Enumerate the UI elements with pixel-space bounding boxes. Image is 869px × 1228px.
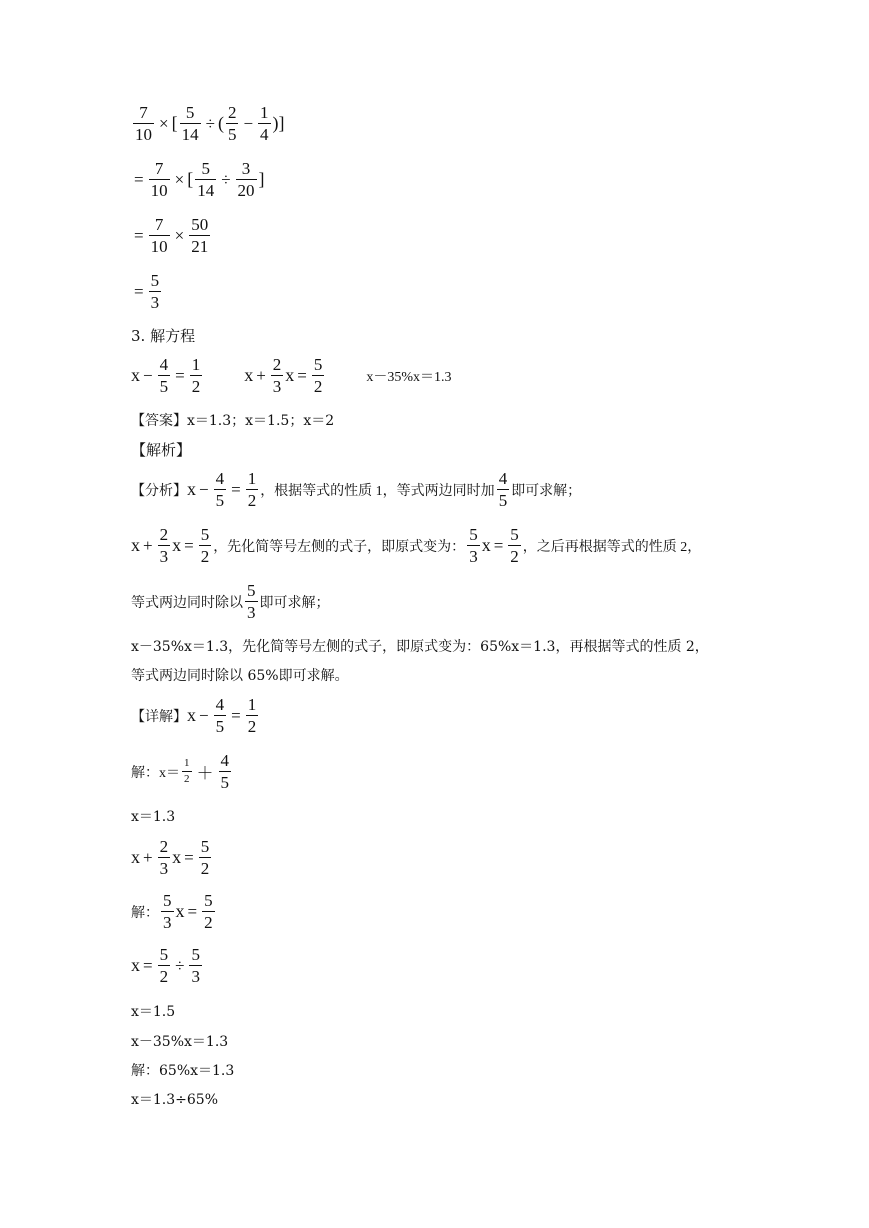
fraction	[214, 696, 227, 735]
fenxi-line-5: 等式两边同时除以 65%即可求解。	[131, 668, 349, 684]
fraction	[149, 160, 170, 199]
numerator: 2	[159, 525, 169, 544]
denominator: 20	[237, 181, 255, 200]
detail-result-1: x＝1.3	[131, 809, 176, 825]
analysis-text: 即可求解；	[511, 483, 582, 499]
fenxi-line-3	[131, 582, 330, 621]
numerator: 5	[469, 525, 478, 544]
fraction	[149, 272, 162, 311]
fraction	[219, 752, 232, 791]
detail-line-2	[131, 752, 233, 791]
variable: x	[175, 901, 185, 921]
denominator: 3	[159, 547, 169, 566]
denominator: 2	[510, 547, 519, 566]
analysis-text: 即可求解；	[259, 595, 330, 611]
variable: x	[481, 535, 491, 555]
answer-label: 【答案】	[131, 413, 187, 429]
section-heading: 3. 解方程	[131, 327, 196, 345]
numerator: 5	[150, 271, 160, 290]
variable: x	[187, 479, 196, 499]
denominator: 14	[197, 181, 215, 200]
fraction	[158, 526, 171, 565]
fraction	[189, 216, 210, 255]
fraction	[133, 104, 154, 143]
denominator: 3	[191, 967, 200, 986]
detail-line-1	[131, 696, 260, 735]
operator: ÷	[205, 113, 215, 133]
numerator: 1	[184, 757, 190, 769]
denominator: 2	[184, 773, 190, 785]
fraction	[190, 356, 203, 395]
detail-line-4	[131, 892, 217, 931]
variable: x	[131, 955, 140, 975]
denominator: 3	[150, 293, 160, 312]
operator: −	[199, 479, 209, 499]
detail-result-2: x＝1.5	[131, 1004, 176, 1020]
variable: x	[131, 847, 140, 867]
numerator: 5	[159, 945, 169, 964]
denominator: 5	[220, 773, 229, 792]
fraction	[497, 470, 510, 509]
fraction	[161, 892, 174, 931]
denominator: 10	[135, 125, 152, 144]
numerator: 5	[510, 525, 519, 544]
fraction	[245, 582, 258, 621]
jie-label: 解：	[131, 765, 159, 781]
denominator: 5	[215, 717, 225, 736]
analysis-text: ，之后再根据等式的性质 2，	[522, 539, 702, 555]
detail-line-3	[131, 838, 213, 877]
denominator: 3	[163, 913, 172, 932]
fraction	[189, 946, 202, 985]
fraction	[214, 470, 227, 509]
fraction	[158, 356, 171, 395]
operator: =	[231, 705, 241, 725]
numerator: 7	[154, 159, 164, 178]
denominator: 4	[260, 125, 269, 144]
denominator: 2	[200, 547, 210, 566]
operator: ÷	[175, 955, 185, 975]
operator: =	[187, 901, 198, 921]
equation-3: x－35%x＝1.3	[366, 369, 452, 385]
operator: =	[175, 365, 185, 385]
variable: x	[131, 365, 140, 385]
numerator: 50	[191, 215, 209, 234]
numerator: 5	[163, 891, 172, 910]
denominator: 5	[498, 491, 508, 510]
fraction	[246, 696, 259, 735]
operator: ×	[174, 169, 185, 189]
numerator: 3	[241, 159, 251, 178]
analysis-text: 等式两边同时除以	[131, 595, 243, 611]
denominator: 2	[159, 967, 169, 986]
denominator: 3	[469, 547, 478, 566]
fraction	[236, 160, 257, 199]
fenxi-line-2	[131, 526, 701, 565]
paren: (	[217, 113, 224, 133]
fraction	[508, 526, 521, 565]
operator: =	[134, 281, 144, 301]
denominator: 2	[247, 717, 257, 736]
detail-label: 【详解】	[131, 709, 187, 725]
bracket: ]	[258, 169, 265, 189]
fenxi-line-1	[131, 470, 581, 509]
analysis-text: ，根据等式的性质 1，等式两边同时加	[260, 483, 495, 499]
numerator: 2	[227, 103, 237, 122]
numerator: 2	[159, 837, 169, 856]
bracket: )]	[272, 113, 285, 133]
variable: x	[172, 847, 182, 867]
operator: =	[134, 225, 144, 245]
operator: =	[143, 955, 153, 975]
detail-line-5	[131, 946, 204, 985]
denominator: 3	[272, 377, 282, 396]
operator: =	[184, 535, 194, 555]
operator: ÷	[221, 169, 231, 189]
operator: −	[243, 113, 254, 133]
denominator: 21	[191, 237, 209, 256]
calc-line-4	[131, 272, 163, 311]
bracket: [	[171, 113, 178, 133]
operator: −	[143, 365, 153, 385]
operator: +	[143, 847, 153, 867]
fraction	[182, 758, 192, 785]
fraction	[158, 838, 171, 877]
numerator: 5	[191, 945, 200, 964]
answer-text: x＝1.3；x＝1.5；x＝2	[187, 413, 335, 429]
operator: =	[134, 169, 144, 189]
variable: x	[131, 535, 140, 555]
operator: =	[493, 535, 504, 555]
fraction	[199, 526, 212, 565]
numerator: 5	[200, 837, 210, 856]
variable: x	[187, 705, 196, 725]
denominator: 2	[204, 913, 213, 932]
numerator: 4	[215, 695, 225, 714]
fenxi-label: 【分析】	[131, 483, 187, 499]
fraction	[158, 946, 171, 985]
operator: −	[199, 705, 209, 725]
denominator: 5	[159, 377, 169, 396]
fraction	[149, 216, 170, 255]
fraction	[312, 356, 325, 395]
denominator: 3	[247, 603, 256, 622]
analysis-text: ，先化简等号左侧的式子，即原式变为：	[213, 539, 466, 555]
fraction	[258, 104, 271, 143]
operator: ×	[159, 113, 169, 133]
operator: =	[231, 479, 241, 499]
numerator: 1	[191, 355, 201, 374]
fraction	[271, 356, 284, 395]
numerator: 1	[260, 103, 269, 122]
numerator: 5	[185, 103, 195, 122]
bracket: [	[187, 169, 194, 189]
calc-line-2	[131, 160, 265, 199]
numerator: 1	[247, 469, 257, 488]
x-equals: x＝	[159, 765, 180, 781]
denominator: 2	[313, 377, 323, 396]
problem-line	[131, 356, 452, 395]
operator: =	[184, 847, 194, 867]
numerator: 5	[247, 581, 256, 600]
numerator: 5	[204, 891, 213, 910]
detail-eq-3: x－35%x＝1.3	[131, 1034, 229, 1050]
denominator: 10	[150, 237, 168, 256]
numerator: 4	[215, 469, 225, 488]
variable: x	[244, 365, 254, 385]
numerator: 4	[498, 469, 508, 488]
jie-label: 解：	[131, 905, 159, 921]
fraction	[180, 104, 201, 143]
fraction	[467, 526, 480, 565]
denominator: 2	[200, 859, 210, 878]
denominator: 5	[215, 491, 225, 510]
denominator: 2	[247, 491, 257, 510]
denominator: 2	[191, 377, 201, 396]
fenxi-line-4: x－35%x＝1.3，先化简等号左侧的式子，即原式变为：65%x＝1.3，再根据等式的性质 2，	[131, 639, 709, 655]
detail-step-3: 解：65%x＝1.3	[131, 1063, 235, 1079]
operator: =	[297, 365, 307, 385]
numerator: 7	[139, 103, 148, 122]
numerator: 2	[272, 355, 282, 374]
numerator: 5	[313, 355, 323, 374]
denominator: 10	[150, 181, 168, 200]
numerator: 7	[154, 215, 164, 234]
detail-step-4: x＝1.3÷65%	[131, 1092, 219, 1108]
numerator: 5	[201, 159, 210, 178]
numerator: 4	[159, 355, 169, 374]
variable: x	[285, 365, 295, 385]
operator: ＋	[196, 764, 214, 783]
operator: ×	[174, 225, 185, 245]
denominator: 14	[181, 125, 199, 144]
calc-line-1	[131, 104, 285, 143]
operator: +	[256, 365, 266, 385]
variable: x	[172, 535, 182, 555]
operator: +	[143, 535, 153, 555]
denominator: 3	[159, 859, 169, 878]
answer-line	[131, 410, 334, 430]
fraction	[195, 160, 216, 199]
fraction	[199, 838, 212, 877]
numerator: 5	[200, 525, 210, 544]
denominator: 5	[227, 125, 237, 144]
numerator: 4	[220, 751, 229, 770]
calc-line-3	[131, 216, 212, 255]
fraction	[246, 470, 259, 509]
fraction	[202, 892, 215, 931]
numerator: 1	[247, 695, 257, 714]
analysis-label: 【解析】	[131, 441, 192, 459]
fraction	[226, 104, 239, 143]
